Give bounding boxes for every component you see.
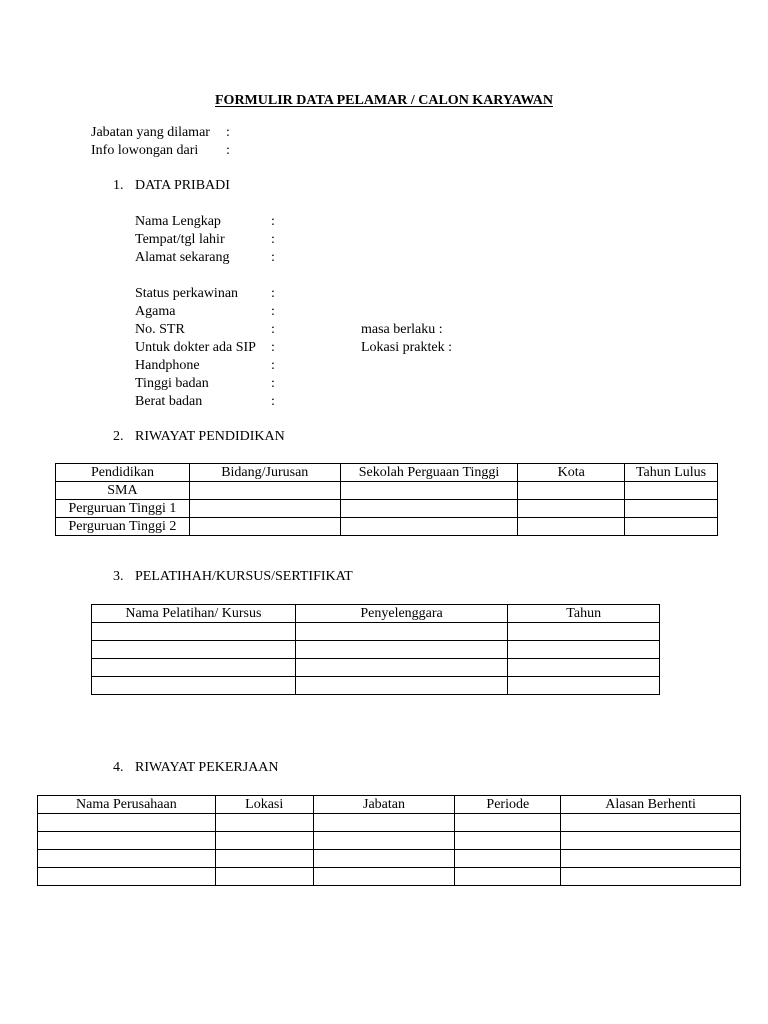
row-label: Perguruan Tinggi 2 <box>56 518 190 536</box>
table-cell[interactable] <box>295 677 508 695</box>
table-cell[interactable] <box>455 868 561 886</box>
table-cell[interactable] <box>313 814 455 832</box>
table-row <box>38 814 741 832</box>
work-history-table <box>37 795 741 886</box>
table-cell[interactable] <box>92 677 296 695</box>
table-cell[interactable] <box>215 832 313 850</box>
field-label-agama: Agama <box>135 304 176 319</box>
column-header: Jabatan <box>313 796 455 814</box>
table-row <box>56 482 718 500</box>
column-header: Tahun Lulus <box>625 464 718 482</box>
section-number: 4. <box>113 760 124 775</box>
section-heading-pelatihan: PELATIHAH/KURSUS/SERTIFIKAT <box>135 569 353 584</box>
field-label-status: Status perkawinan <box>135 286 239 301</box>
field-label-handphone: Handphone <box>135 358 200 373</box>
table-cell[interactable] <box>455 850 561 868</box>
table-cell[interactable] <box>92 659 296 677</box>
section-number: 1. <box>113 178 124 193</box>
field-colon: : <box>226 143 230 158</box>
table-cell[interactable] <box>38 832 216 850</box>
column-header: Alasan Berhenti <box>561 796 741 814</box>
table-cell[interactable] <box>561 868 741 886</box>
column-header: Tahun <box>508 605 660 623</box>
table-cell[interactable] <box>215 850 313 868</box>
table-cell[interactable] <box>38 850 216 868</box>
column-header: Kota <box>518 464 625 482</box>
table-cell[interactable] <box>295 623 508 641</box>
table-row <box>92 641 660 659</box>
table-cell[interactable] <box>625 518 718 536</box>
column-header: Periode <box>455 796 561 814</box>
table-cell[interactable] <box>215 814 313 832</box>
field-colon: : <box>271 250 275 265</box>
table-cell[interactable] <box>508 623 660 641</box>
field-colon: : <box>271 322 275 337</box>
field-label-str: No. STR <box>135 322 185 337</box>
training-table <box>91 604 660 695</box>
table-cell[interactable] <box>508 677 660 695</box>
table-row <box>92 623 660 641</box>
table-cell[interactable] <box>518 518 625 536</box>
field-label-tinggi: Tinggi badan <box>135 376 209 391</box>
table-cell[interactable] <box>455 832 561 850</box>
table-cell[interactable] <box>455 814 561 832</box>
field-label-nama: Nama Lengkap <box>135 214 221 229</box>
education-table <box>55 463 718 536</box>
table-cell[interactable] <box>508 641 660 659</box>
table-row <box>56 518 718 536</box>
table-cell[interactable] <box>313 850 455 868</box>
field-colon: : <box>271 304 275 319</box>
field-label-lokasi-praktek: Lokasi praktek : <box>361 340 452 355</box>
field-colon: : <box>271 376 275 391</box>
table-header-row <box>56 464 718 482</box>
table-row <box>38 850 741 868</box>
field-label-masa-berlaku: masa berlaku : <box>361 322 443 337</box>
column-header: Bidang/Jurusan <box>189 464 340 482</box>
section-heading-pekerjaan: RIWAYAT PEKERJAAN <box>135 760 279 775</box>
table-cell[interactable] <box>625 500 718 518</box>
table-cell[interactable] <box>295 641 508 659</box>
section-number: 3. <box>113 569 124 584</box>
table-row <box>38 832 741 850</box>
table-cell[interactable] <box>295 659 508 677</box>
field-colon: : <box>271 394 275 409</box>
column-header: Nama Perusahaan <box>38 796 216 814</box>
table-cell[interactable] <box>625 482 718 500</box>
table-cell[interactable] <box>561 814 741 832</box>
field-colon: : <box>271 340 275 355</box>
section-heading-data-pribadi: DATA PRIBADI <box>135 178 230 193</box>
column-header: Sekolah Perguaan Tinggi <box>340 464 518 482</box>
field-colon: : <box>226 125 230 140</box>
field-label-jabatan: Jabatan yang dilamar <box>91 125 210 140</box>
table-cell[interactable] <box>189 518 340 536</box>
table-cell[interactable] <box>189 482 340 500</box>
table-cell[interactable] <box>38 814 216 832</box>
column-header: Lokasi <box>215 796 313 814</box>
row-label: Perguruan Tinggi 1 <box>56 500 190 518</box>
table-header-row <box>92 605 660 623</box>
field-label-berat: Berat badan <box>135 394 203 409</box>
table-cell[interactable] <box>92 623 296 641</box>
table-cell[interactable] <box>518 482 625 500</box>
column-header: Nama Pelatihan/ Kursus <box>92 605 296 623</box>
table-row <box>92 677 660 695</box>
table-cell[interactable] <box>92 641 296 659</box>
table-header-row <box>38 796 741 814</box>
field-colon: : <box>271 286 275 301</box>
field-colon: : <box>271 232 275 247</box>
table-cell[interactable] <box>313 832 455 850</box>
column-header: Penyelenggara <box>295 605 508 623</box>
table-row <box>38 868 741 886</box>
table-cell[interactable] <box>313 868 455 886</box>
row-label: SMA <box>56 482 190 500</box>
field-label-info-lowongan: Info lowongan dari <box>91 143 199 158</box>
table-cell[interactable] <box>561 832 741 850</box>
table-cell[interactable] <box>38 868 216 886</box>
column-header: Pendidikan <box>56 464 190 482</box>
table-row <box>56 500 718 518</box>
field-colon: : <box>271 214 275 229</box>
table-cell[interactable] <box>340 500 518 518</box>
table-cell[interactable] <box>518 500 625 518</box>
field-label-sip: Untuk dokter ada SIP <box>135 340 256 355</box>
page-title: FORMULIR DATA PELAMAR / CALON KARYAWAN <box>215 93 553 108</box>
table-cell[interactable] <box>561 850 741 868</box>
table-cell[interactable] <box>340 482 518 500</box>
field-label-ttl: Tempat/tgl lahir <box>135 232 225 247</box>
section-heading-pendidikan: RIWAYAT PENDIDIKAN <box>135 429 285 444</box>
table-cell[interactable] <box>215 868 313 886</box>
table-row <box>92 659 660 677</box>
table-cell[interactable] <box>508 659 660 677</box>
table-cell[interactable] <box>189 500 340 518</box>
section-number: 2. <box>113 429 124 444</box>
field-colon: : <box>271 358 275 373</box>
field-label-alamat: Alamat sekarang <box>135 250 230 265</box>
table-cell[interactable] <box>340 518 518 536</box>
